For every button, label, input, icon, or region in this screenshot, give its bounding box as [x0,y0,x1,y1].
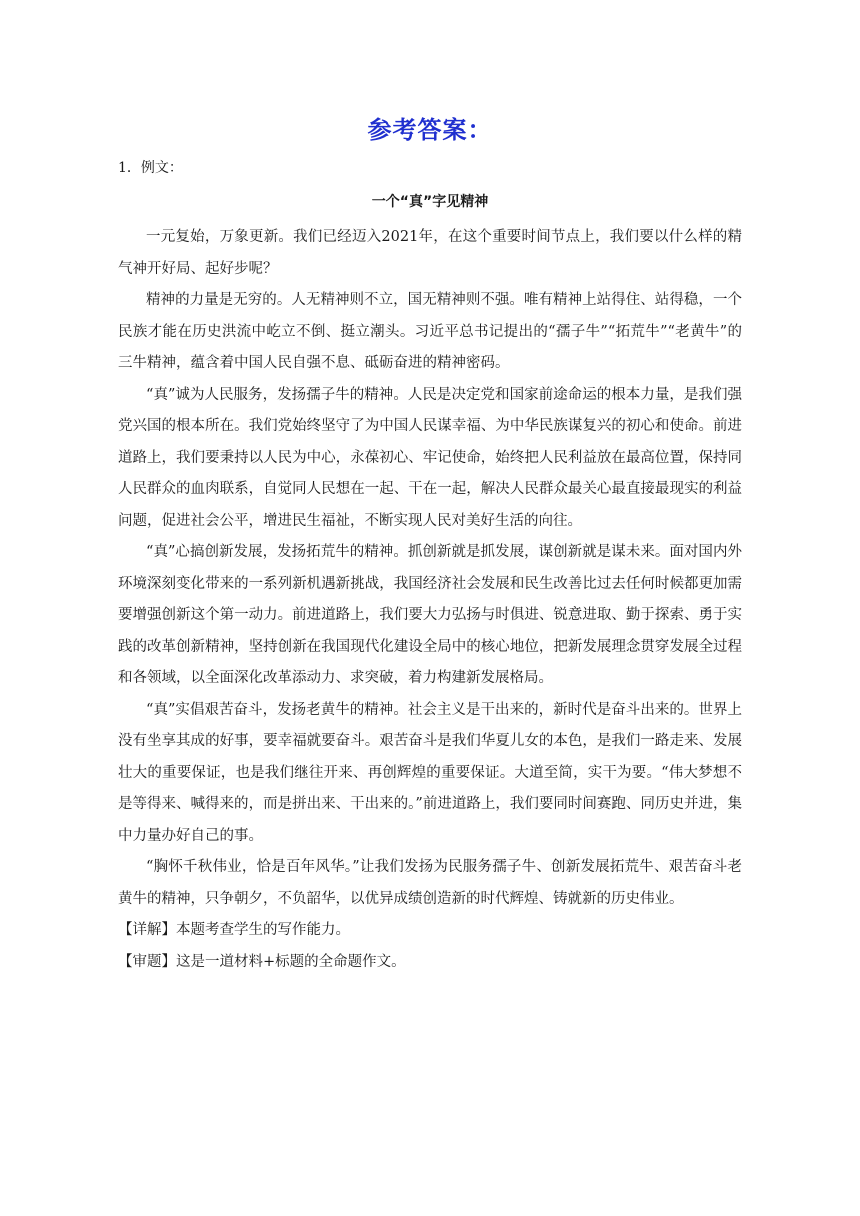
essay-paragraph-4: “真”心搞创新发展，发扬拓荒牛的精神。抓创新就是抓发展，谋创新就是谋未来。面对国内外环境深刻变化带来的一系列新机遇新挑战，我国经济社会发展和民生改善比过去任何时候都更加需要增强创新这个第一动力。前进道路上，我们要大力弘扬与时俱进、锐意进取、勤于探索、勇于实践的改革创新精神，坚持创新在我国现代化建设全局中的核心地位，把新发展理念贯穿发展全过程和各领域，以全面深化改革添动力、求突破，着力构建新发展格局。 [118,544,742,686]
essay-paragraph-3: “真”诚为人民服务，发扬孺子牛的精神。人民是决定党和国家前途命运的根本力量，是我们强党兴国的根本所在。我们党始终坚守了为中国人民谋幸福、为中华民族谋复兴的初心和使命。前进道路上，我们要秉持以人民为中心，永葆初心、牢记使命，始终把人民利益放在最高位置，保持同人民群众的血肉联系，自觉同人民想在一起、干在一起，解决人民群众最关心最直接最现实的利益问题，促进社会公平，增进民生福祉，不断实现人民对美好生活的向往。 [118,386,742,529]
essay-title: 一个“真”字见精神 [371,194,489,210]
essay-body [118,222,742,978]
note-detail: 【详解】本题考查学生的写作能力。 [118,922,350,938]
essay-paragraph-6: “胸怀千秋伟业，恰是百年风华。”让我们发扬为民服务孺子牛、创新发展拓荒牛、艰苦奋斗老黄牛的精神，只争朝夕，不负韶华，以优异成绩创造新的时代辉煌、铸就新的历史伟业。 [118,859,742,907]
essay-paragraph-5: “真”实倡艰苦奋斗，发扬老黄牛的精神。社会主义是干出来的，新时代是奋斗出来的。世界上没有坐享其成的好事，要幸福就要奋斗。艰苦奋斗是我们华夏儿女的本色，是我们一路走来、发展壮大的重要保证，也是我们继往开来、再创辉煌的重要保证。大道至简，实干为要。“伟大梦想不是等得来、喊得来的，而是拼出来、干出来的。”前进道路上，我们要同时间赛跑、同历史并进，集中力量办好自己的事。 [118,701,742,844]
essay-paragraph-2: 精神的力量是无穷的。人无精神则不立，国无精神则不强。唯有精神上站得住、站得稳，一个民族才能在历史洪流中屹立不倒、挺立潮头。习近平总书记提出的“孺子牛”“拓荒牛”“老黄牛”的三牛精神，蕴含着中国人民自强不息、砥砺奋进的精神密码。 [118,292,742,371]
essay-paragraph-1: 一元复始，万象更新。我们已经迈入2021年，在这个重要时间节点上，我们要以什么样的精气神开好局、起好步呢？ [118,229,742,277]
question-label: 1．例文： [118,160,183,176]
note-review: 【审题】这是一道材料+标题的全命题作文。 [118,953,406,970]
answer-title: 参考答案： [367,116,493,144]
